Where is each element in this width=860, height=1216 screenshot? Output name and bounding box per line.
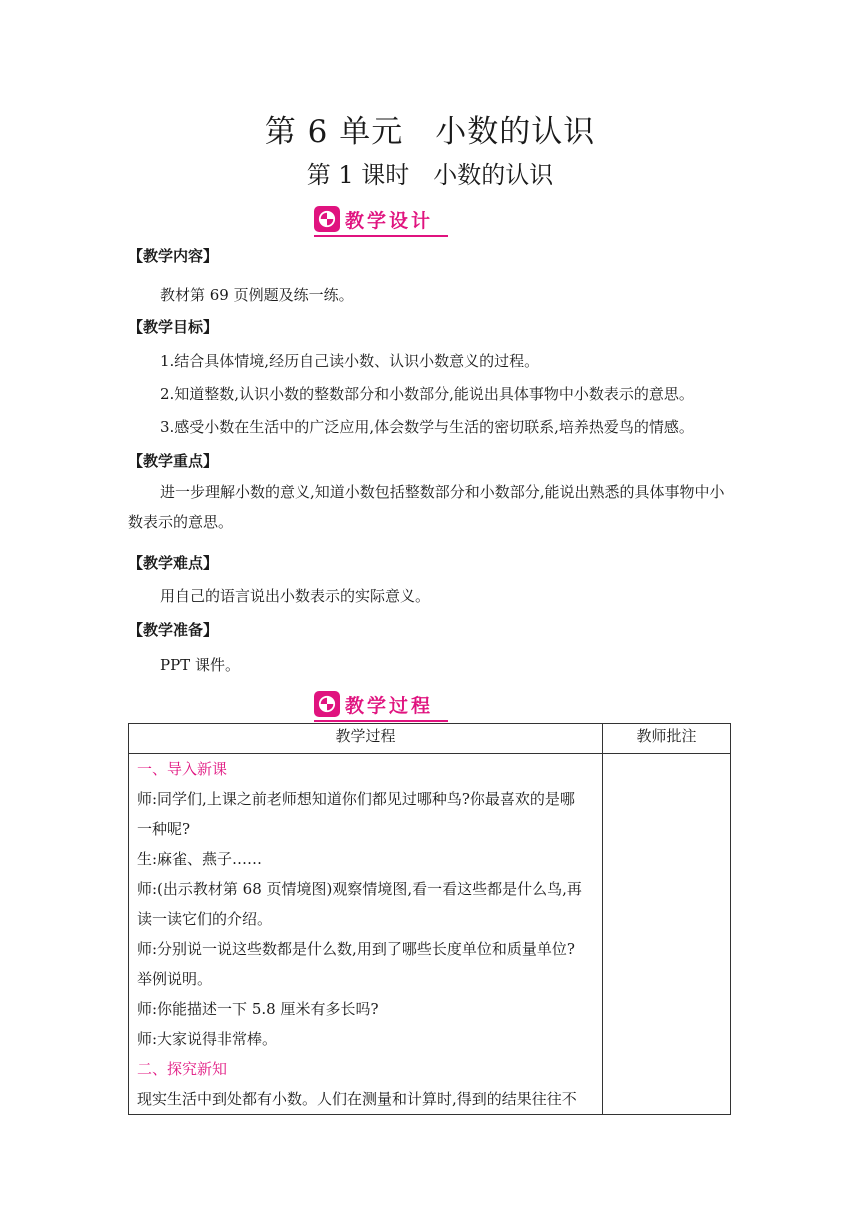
banner-label: 教学过程 (345, 694, 434, 717)
objectives-heading: 【教学目标】 (128, 318, 219, 336)
content-text: 教材第 69 页例题及练一练。 (160, 286, 354, 304)
header-notes: 教师批注 (602, 724, 730, 754)
content-heading: 【教学内容】 (128, 247, 219, 265)
dialogue-line: 师:大家说得非常棒。 (137, 1030, 278, 1048)
preparation-heading: 【教学准备】 (128, 621, 219, 639)
difficulties-text: 用自己的语言说出小数表示的实际意义。 (160, 587, 431, 605)
dialogue-line: 举例说明。 (137, 970, 213, 988)
key-points-heading: 【教学重点】 (128, 452, 219, 470)
dialogue-line: 现实生活中到处都有小数。人们在测量和计算时,得到的结果往往不 (137, 1090, 577, 1108)
objective-item: 2.知道整数,认识小数的整数部分和小数部分,能说出具体事物中小数表示的意思。 (160, 385, 694, 403)
banner-underline (314, 720, 448, 722)
process-table (128, 723, 731, 1115)
pinwheel-icon (314, 691, 340, 717)
notes-cell (602, 754, 730, 1115)
dialogue-line: 师:(出示教材第 68 页情境图)观察情境图,看一看这些都是什么鸟,再 (137, 880, 582, 898)
process-cell (129, 754, 603, 1115)
preparation-text: PPT 课件。 (160, 656, 240, 674)
teaching-process-banner (314, 689, 433, 719)
stage-heading: 二、探究新知 (137, 1060, 228, 1078)
lesson-title: 第 1 课时 小数的认识 (306, 161, 554, 189)
stage-heading: 一、导入新课 (137, 760, 228, 778)
banner-label: 教学设计 (345, 209, 434, 232)
difficulties-heading: 【教学难点】 (128, 554, 219, 572)
dialogue-line: 师:同学们,上课之前老师想知道你们都见过哪种鸟?你最喜欢的是哪 (137, 790, 575, 808)
key-points-text: 进一步理解小数的意义,知道小数包括整数部分和小数部分,能说出熟悉的具体事物中小数表示的意思。 (128, 483, 725, 531)
pinwheel-icon (314, 206, 340, 232)
teaching-design-banner (314, 204, 433, 234)
dialogue-line: 读一读它们的介绍。 (137, 910, 273, 928)
dialogue-line: 一种呢? (137, 820, 191, 838)
unit-title: 第 6 单元 小数的认识 (264, 114, 596, 150)
dialogue-line: 师:分别说一说这些数都是什么数,用到了哪些长度单位和质量单位? (137, 940, 575, 958)
dialogue-line: 师:你能描述一下 5.8 厘米有多长吗? (137, 1000, 379, 1018)
header-process: 教学过程 (129, 724, 603, 754)
banner-underline (314, 235, 448, 237)
objective-item: 3.感受小数在生活中的广泛应用,体会数学与生活的密切联系,培养热爱鸟的情感。 (160, 418, 694, 436)
objective-item: 1.结合具体情境,经历自己读小数、认识小数意义的过程。 (160, 352, 540, 370)
dialogue-line: 生:麻雀、燕子…… (137, 850, 263, 868)
